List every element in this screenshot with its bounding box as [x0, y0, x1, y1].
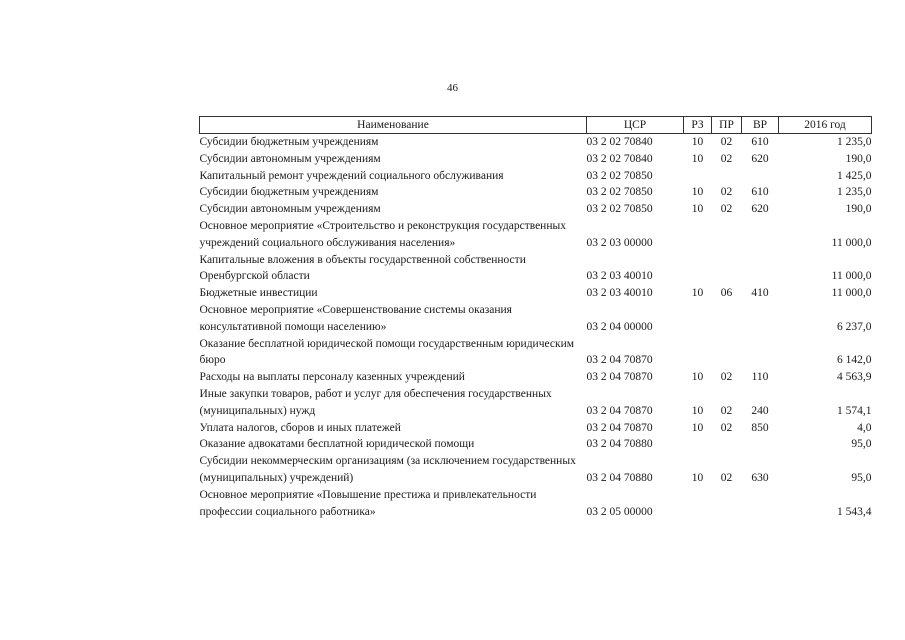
table-row: [200, 151, 872, 168]
row-csr: 03 2 04 70870: [586, 354, 653, 367]
row-amount: 11 000,0: [831, 270, 872, 283]
row-csr: 03 2 04 70870: [586, 421, 653, 434]
row-amount: 11 000,0: [831, 287, 872, 300]
table-row: [200, 336, 872, 370]
row-pr: 02: [720, 152, 733, 165]
row-name: Расходы на выплаты персоналу казенных учреждений: [199, 371, 465, 384]
row-vr: [742, 336, 779, 370]
row-csr: 03 2 04 70870: [586, 404, 653, 417]
table-row: [200, 436, 872, 453]
row-name: Субсидии бюджетным учреждениям: [199, 186, 379, 199]
row-csr: 03 2 02 70840: [586, 152, 653, 165]
row-rz: 10: [691, 371, 704, 384]
table-body: [200, 134, 872, 521]
row-rz: [684, 487, 712, 521]
row-pr: [712, 436, 742, 453]
row-csr: 03 2 04 70870: [586, 371, 653, 384]
row-pr: 02: [720, 371, 733, 384]
table-row: [200, 134, 872, 151]
row-pr: 02: [720, 421, 733, 434]
row-csr: 03 2 03 00000: [586, 236, 653, 249]
row-pr: 02: [720, 471, 733, 484]
row-name: Основное мероприятие «Повышение престижа и привлекательности профессии социального работника»: [199, 488, 537, 518]
table-row: [200, 369, 872, 386]
row-amount: 1 235,0: [837, 136, 872, 148]
row-pr: 02: [720, 186, 733, 199]
table-row: [200, 453, 872, 487]
row-rz: [684, 436, 712, 453]
row-vr: [742, 487, 779, 521]
row-pr: 02: [720, 404, 733, 417]
row-vr: 620: [751, 203, 769, 216]
row-csr: 03 2 02 70850: [586, 169, 653, 182]
table-row: [200, 420, 872, 437]
table-row: [200, 168, 872, 185]
row-csr: 03 2 04 70880: [586, 471, 653, 484]
row-rz: 10: [691, 152, 704, 165]
row-amount: 1 574,1: [837, 404, 872, 417]
table-header-row: [200, 117, 872, 134]
row-pr: [712, 218, 742, 252]
row-csr: 03 2 05 00000: [586, 505, 653, 518]
page-number: 46: [447, 82, 458, 94]
header-amount: 2016 год: [779, 117, 872, 134]
row-csr: 03 2 02 70850: [586, 186, 653, 199]
header-pr: ПР: [712, 117, 742, 134]
row-rz: 10: [691, 287, 704, 300]
header-rz: РЗ: [684, 117, 712, 134]
row-pr: [712, 336, 742, 370]
row-rz: [684, 336, 712, 370]
row-vr: [742, 252, 779, 286]
row-name: Капитальный ремонт учреждений социального обслуживания: [199, 169, 504, 182]
row-name: Субсидии некоммерческим организациям (за исключением государственных (муниципальных) учреждений): [199, 455, 576, 484]
table-row: [200, 386, 872, 420]
header-name: Наименование: [200, 117, 587, 134]
header-csr: ЦСР: [587, 117, 684, 134]
row-rz: 10: [691, 471, 704, 484]
row-amount: 4 563,9: [837, 371, 872, 384]
row-vr: [742, 302, 779, 336]
row-amount: 1 543,4: [837, 505, 872, 518]
row-name: Субсидии автономным учреждениям: [199, 152, 381, 165]
row-amount: 190,0: [845, 152, 872, 165]
row-name: Субсидии бюджетным учреждениям: [199, 136, 379, 148]
row-pr: [712, 252, 742, 286]
row-amount: 6 237,0: [837, 320, 872, 333]
table-row: [200, 285, 872, 302]
row-vr: [742, 168, 779, 185]
row-vr: 610: [751, 136, 769, 148]
table-row: [200, 302, 872, 336]
row-vr: [742, 436, 779, 453]
row-vr: 850: [751, 421, 769, 434]
row-csr: 03 2 03 40010: [586, 270, 653, 283]
row-amount: 6 142,0: [837, 354, 872, 367]
row-name: Капитальные вложения в объекты государственной собственности Оренбургской области: [199, 253, 526, 283]
table-row: [200, 201, 872, 218]
row-rz: [684, 218, 712, 252]
row-csr: 03 2 04 00000: [586, 320, 653, 333]
row-rz: 10: [691, 136, 704, 148]
row-amount: 190,0: [845, 203, 872, 216]
row-name: Бюджетные инвестиции: [199, 287, 318, 300]
header-vr: ВР: [742, 117, 779, 134]
row-name: Оказание адвокатами бесплатной юридической помощи: [199, 438, 475, 451]
row-amount: 1 235,0: [837, 186, 872, 199]
row-pr: [712, 168, 742, 185]
row-pr: 02: [720, 203, 733, 216]
table-row: [200, 184, 872, 201]
row-pr: 02: [720, 136, 733, 148]
row-vr: 110: [751, 371, 769, 384]
row-vr: 410: [751, 287, 769, 300]
row-vr: [742, 218, 779, 252]
row-amount: 11 000,0: [831, 236, 872, 249]
row-amount: 95,0: [851, 471, 872, 484]
row-pr: [712, 302, 742, 336]
row-name: Оказание бесплатной юридической помощи государственным юридическим бюро: [199, 337, 575, 367]
row-name: Иные закупки товаров, работ и услуг для обеспечения государственных (муниципальных) нужд: [199, 387, 552, 417]
row-vr: 620: [751, 152, 769, 165]
row-vr: 610: [751, 186, 769, 199]
row-rz: 10: [691, 404, 704, 417]
row-csr: 03 2 03 40010: [586, 287, 653, 300]
row-rz: [684, 302, 712, 336]
row-rz: [684, 252, 712, 286]
row-rz: 10: [691, 186, 704, 199]
table-row: [200, 218, 872, 252]
row-csr: 03 2 02 70840: [586, 136, 653, 148]
row-csr: 03 2 02 70850: [586, 203, 653, 216]
row-rz: [684, 168, 712, 185]
row-amount: 4,0: [857, 421, 872, 434]
row-rz: 10: [691, 421, 704, 434]
row-name: Субсидии автономным учреждениям: [199, 203, 381, 216]
row-pr: [712, 487, 742, 521]
row-name: Уплата налогов, сборов и иных платежей: [199, 421, 401, 434]
row-amount: 1 425,0: [837, 169, 872, 182]
table-row: [200, 487, 872, 521]
row-amount: 95,0: [851, 438, 872, 451]
row-pr: 06: [720, 287, 733, 300]
row-name: Основное мероприятие «Совершенствование системы оказания консультативной помощи населению»: [199, 303, 512, 333]
row-name: Основное мероприятие «Строительство и реконструкция государственных учреждений социального обслуживания населения»: [199, 219, 566, 249]
budget-table: [199, 116, 872, 520]
row-vr: 630: [751, 471, 769, 484]
row-vr: 240: [751, 404, 769, 417]
row-rz: 10: [691, 203, 704, 216]
row-csr: 03 2 04 70880: [586, 438, 653, 451]
table-row: [200, 252, 872, 286]
